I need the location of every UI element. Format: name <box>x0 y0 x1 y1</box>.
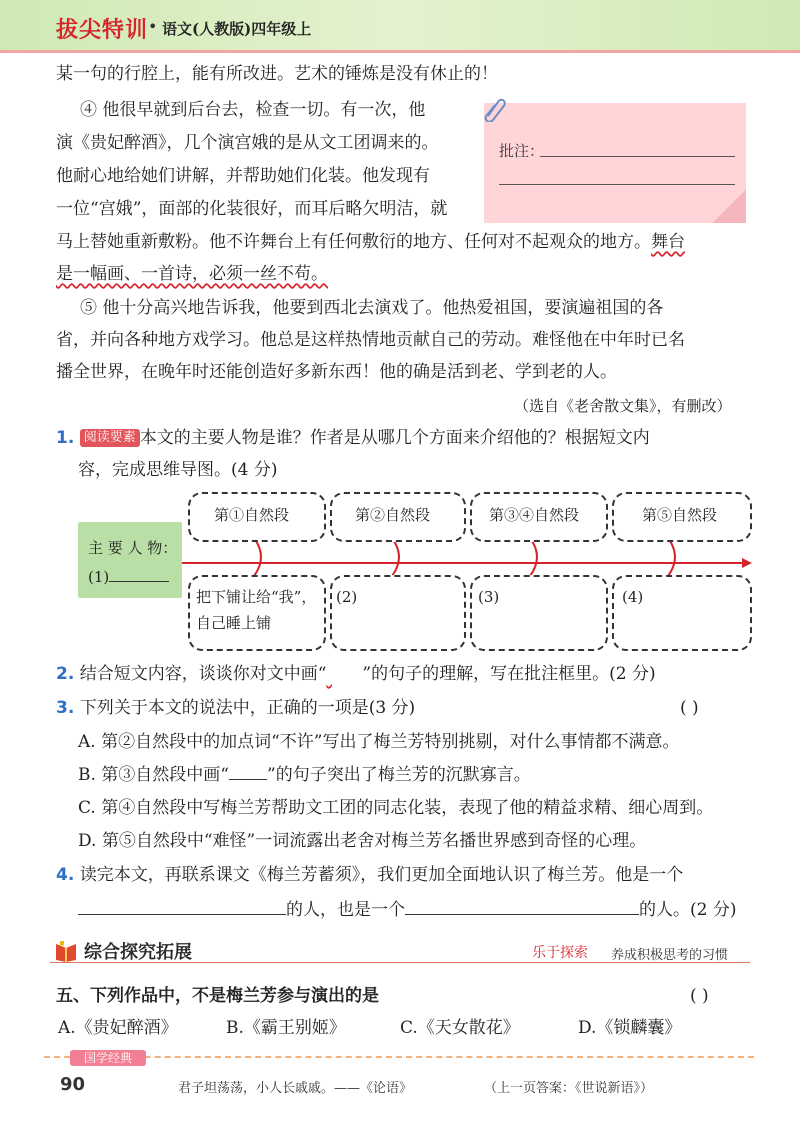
passage-line: 他耐心地给她们讲解，并帮助她们化装。他发现有 <box>56 166 430 186</box>
option-c[interactable]: C.《天女散花》 <box>400 1018 520 1038</box>
reading-element-tag: 阅读要素 <box>80 429 140 447</box>
question-5: 五、下列作品中，不是梅兰芳参与演出的是 <box>56 986 379 1006</box>
answer-parentheses[interactable]: ( ) <box>680 698 699 718</box>
mindmap-answer-label: (4) <box>622 588 644 606</box>
wavy-underlined-text: 是一幅画、一首诗，必须一丝不苟。 <box>56 264 328 284</box>
mindmap-node-label: 第③④自然段 <box>489 506 580 524</box>
brand-separator: • <box>148 17 158 36</box>
subject-title: 语文(人教版)四年级上 <box>162 20 312 38</box>
passage-line: 某一句的行腔上，能有所改进。艺术的锤炼是没有休止的！ <box>56 64 498 84</box>
mindmap-answer-text: 把下铺让给“我”， <box>196 588 317 606</box>
header-divider <box>0 50 800 53</box>
passage-line: 马上替她重新敷粉。他不许舞台上有任何敷衍的地方、任何对不起观众的地方。舞台 <box>56 232 685 252</box>
answer-blank[interactable] <box>405 896 639 915</box>
mindmap-answer-label: (2) <box>336 588 358 606</box>
question-number: 3. <box>56 698 75 718</box>
note-writing-line[interactable] <box>499 184 735 185</box>
answer-parentheses[interactable]: ( ) <box>690 986 709 1006</box>
question-number: 2. <box>56 664 75 684</box>
question-number: 1. <box>56 428 75 448</box>
paperclip-icon <box>480 96 506 122</box>
footer-prev-answer: （上一页答案：《世说新语》） <box>484 1081 654 1096</box>
mindmap-node-label: 第①自然段 <box>214 506 290 524</box>
note-corner-fold <box>712 190 746 223</box>
section-motto-sub: 养成积极思考的习惯 <box>611 948 729 963</box>
question-1: 1. 阅读要素 本文的主要人物是谁？作者是从哪几个方面来介绍他的？根据短文内 <box>56 428 650 448</box>
passage-line: 演《贵妃醉酒》，几个演宫娥的是从文工团调来的。 <box>56 133 439 153</box>
section-divider <box>50 962 750 963</box>
note-label: 批注： <box>499 142 545 160</box>
mindmap-main-label: 主 要 人 物： <box>88 539 178 557</box>
brand-title: 拔尖特训 <box>56 18 149 43</box>
option-c[interactable]: C. 第④自然段中写梅兰芳帮助文工团的同志化装，表现了他的精益求精、细心周到。 <box>78 798 714 818</box>
annotation-note <box>484 103 746 223</box>
mindmap-main-answer[interactable]: (1) <box>88 566 169 588</box>
mindmap-answer-label: (3) <box>478 588 500 606</box>
option-d[interactable]: D.《锁麟囊》 <box>578 1018 682 1038</box>
answer-blank[interactable] <box>109 567 169 582</box>
wavy-underlined-text: 舞台 <box>651 232 685 252</box>
option-b[interactable]: B. 第③自然段中画“ ”的句子突出了梅兰芳的沉默寡言。 <box>78 765 531 785</box>
wavy-line-sample <box>326 662 362 686</box>
footer-divider <box>44 1056 754 1058</box>
passage-line: 一位“宫娥”，面部的化装很好，而耳后略欠明洁，就 <box>56 199 448 219</box>
note-writing-line[interactable] <box>540 156 735 157</box>
straight-line-sample <box>229 764 267 780</box>
book-icon <box>54 940 78 962</box>
mindmap-node-label: 第⑤自然段 <box>642 506 718 524</box>
question-4: 4. 读完本文，再联系课文《梅兰芳蓄须》，我们更加全面地认识了梅兰芳。他是一个 <box>56 865 684 885</box>
section-motto: 乐于探索 <box>532 945 588 961</box>
passage-line: 省，并向各种地方戏学习。他总是这样热情地贡献自己的劳动。难怪他在中年时已名 <box>56 330 685 350</box>
section-title: 综合探究拓展 <box>84 942 192 963</box>
question-3: 3. 下列关于本文的说法中，正确的一项是(3 分) <box>56 698 416 718</box>
option-b[interactable]: B.《霸王别姬》 <box>226 1018 346 1038</box>
page-number: 90 <box>60 1074 86 1095</box>
question-number: 4. <box>56 865 75 885</box>
answer-blank[interactable] <box>78 896 286 915</box>
mindmap-answer-text: 自己睡上铺 <box>196 614 272 632</box>
mindmap-node-label: 第②自然段 <box>355 506 431 524</box>
option-a[interactable]: A.《贵妃醉酒》 <box>58 1018 178 1038</box>
option-d[interactable]: D. 第⑤自然段中“难怪”一词流露出老舍对梅兰芳名播世界感到奇怪的心理。 <box>78 831 647 851</box>
passage-source: （选自《老舍散文集》，有删改） <box>514 397 732 415</box>
passage-line: 播全世界，在晚年时还能创造好多新东西！他的确是活到老、学到老的人。 <box>56 362 617 382</box>
passage-line: ④ 他很早就到后台去，检查一切。有一次，他 <box>80 100 426 120</box>
question-2: 2. 结合短文内容，谈谈你对文中画“ ”的句子的理解，写在批注框里。(2 分) <box>56 664 656 684</box>
passage-line <box>56 262 328 286</box>
mindmap-connectors <box>240 538 750 576</box>
question-1-cont: 容，完成思维导图。(4 分) <box>78 460 278 480</box>
option-a[interactable]: A. 第②自然段中的加点词“不许”写出了梅兰芳特别挑剔，对什么事情都不满意。 <box>78 732 680 752</box>
question-4-fill: 的人，也是一个 的人。(2 分) <box>78 896 736 922</box>
classics-badge: 国学经典 <box>70 1050 146 1066</box>
footer-quote: 君子坦荡荡，小人长戚戚。——《论语》 <box>178 1081 413 1096</box>
passage-line: ⑤ 他十分高兴地告诉我，他要到西北去演戏了。他热爱祖国，要演遍祖国的各 <box>80 298 664 318</box>
